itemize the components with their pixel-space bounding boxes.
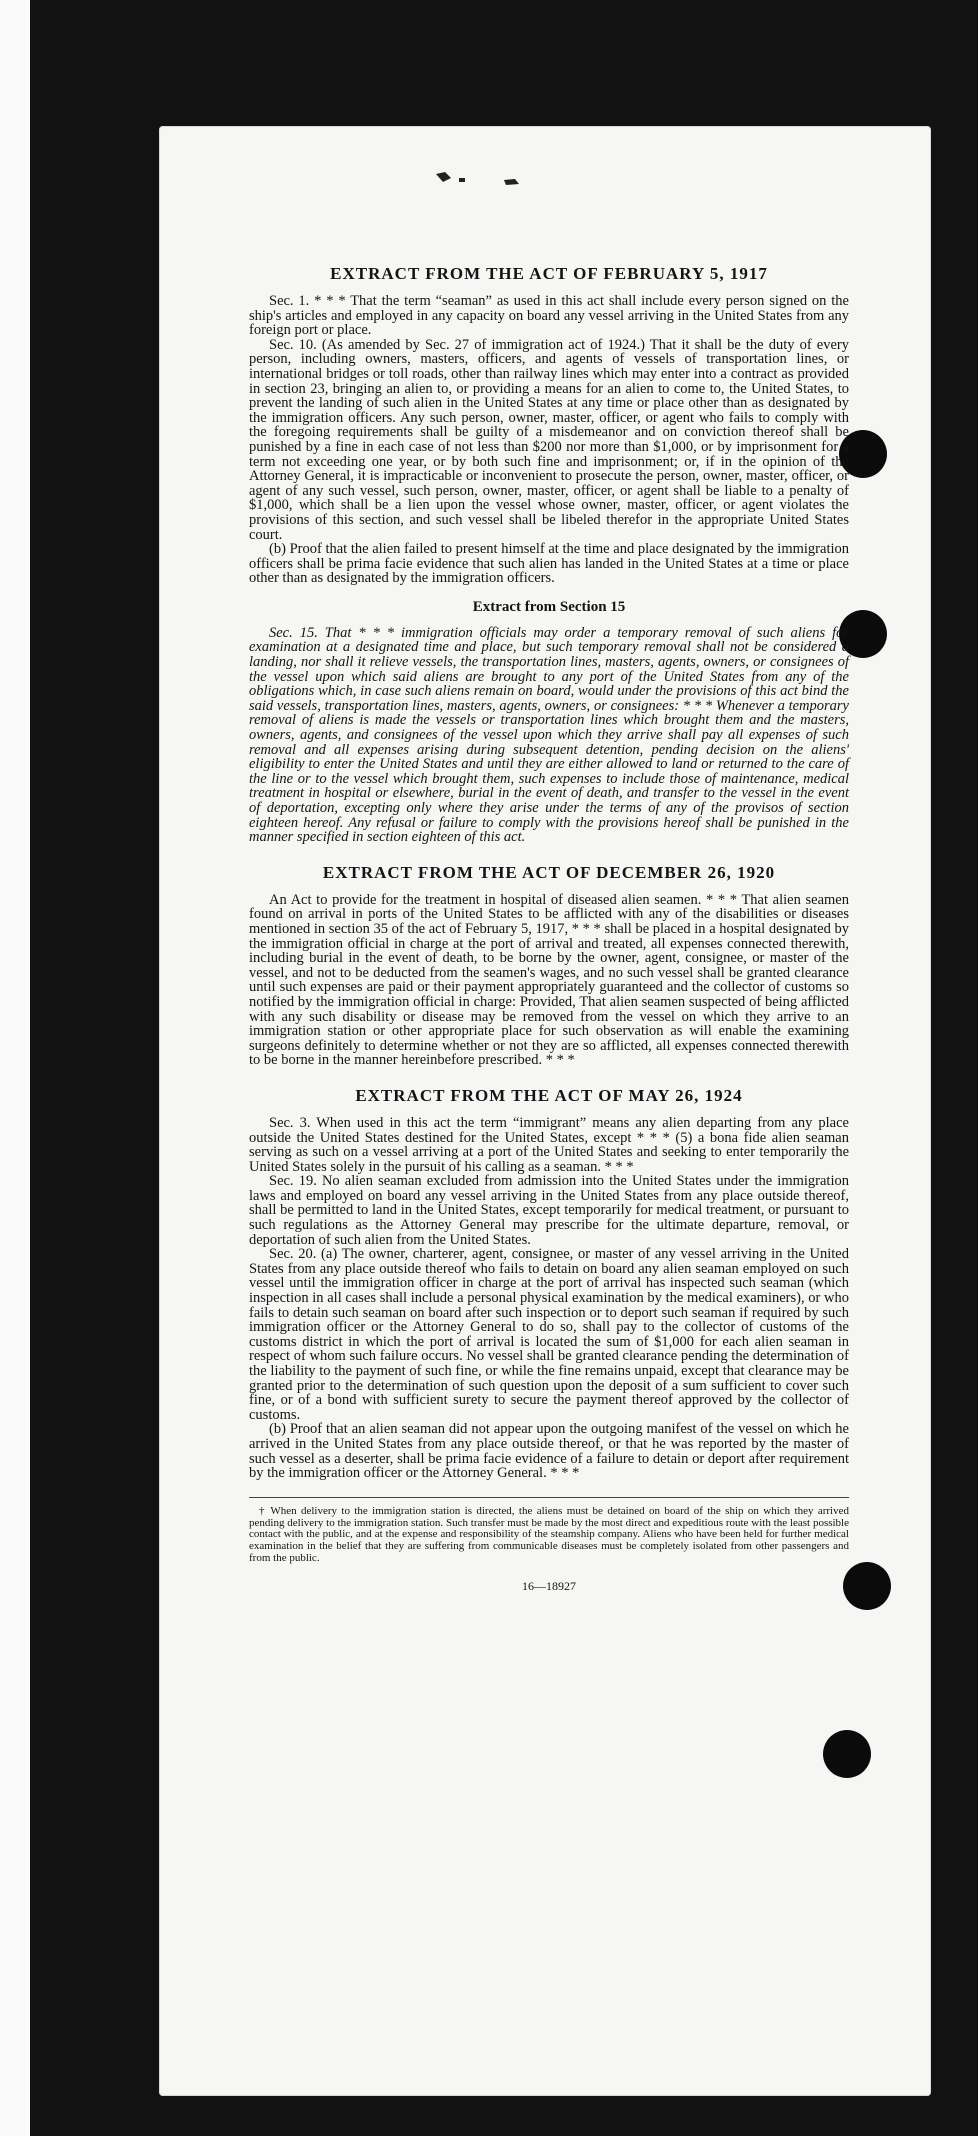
text-column: [249, 264, 849, 1594]
paragraph-sec-15: Sec. 15. That * * * immigration officials may order a temporary removal of such aliens for examination at a designated time and place, but such temporary removal shall not be considered a landing, nor shall it relieve vessels, the transportation lines, masters, agents, owners, or consignees of the vessel upon which said aliens are brought to any port of the United States from any of the obligations which, in case such aliens remain on board, would under the provisions of this act bind the said vessels, transportation lines, masters, agents, owners, or consignees: * * * Whenever a temporary removal of aliens is made the vessels or transportation lines which brought them and the masters, owners, agents, and consignees of the vessel upon which they arrive shall pay all expenses of such removal and all expenses arising during subsequent detention, pending decision on the aliens' eligibility to enter the United States and until they are either allowed to land or returned to the care of the line or to the vessel which brought them, such expenses to include those of maintenance, medical treatment in hospital or elsewhere, burial in the event of death, and transfer to the vessel in the event of deportation, excepting only where they arise under the terms of any of the provisos of section eighteen hereof. Any refusal or failure to comply with the provisions hereof shall be punished in the manner specified in section eighteen of this act.: [249, 624, 849, 846]
paragraph-sec-19: Sec. 19. No alien seaman excluded from admission into the United States under the immigration laws and employed on board any vessel arriving in the United States from any place outside thereof, shall be permitted to land in the United States, except temporarily for medical treatment, or pursuant to such regulations as the Attorney General may prescribe for the ultimate departure, removal, or deportation of such alien from the United States.: [249, 1173, 849, 1248]
paragraph-act-1920: An Act to provide for the treatment in hospital of diseased alien seamen. * * * That alien seamen found on arrival in ports of the United States to be afflicted with any of the disabilities or diseases mentioned in section 35 of the act of February 5, 1917, * * * shall be placed in a hospital designated by the immigration official in charge at the port of arrival and treated, all expenses connected therewith, including burial in the event of death, to be borne by the owner, agent, consignee, or master of the vessel, and not to be deducted from the seamen's wages, and no such vessel shall be granted clearance until such expenses are paid or their payment appropriately guaranteed and the collector of customs so notified by the immigration official in charge: Provided, That alien seamen suspected of being afflicted with any such disability or disease may be removed from the vessel on which they arrive to an immigration station or other appropriate place for such observation as will enable the examining surgeons definitely to determine whether or not they are so afflicted, all expenses connected therewith to be borne in the manner hereinbefore prescribed. * * *: [249, 891, 849, 1069]
heading-act-1924: EXTRACT FROM THE ACT OF MAY 26, 1924: [355, 1085, 743, 1105]
punch-hole-lower: [843, 1562, 891, 1610]
paragraph-sec-10-b: (b) Proof that the alien failed to present himself at the time and place designated by the immigration officers shall be prima facie evidence that such alien has landed in the United States at a time or place other than as designated by the immigration officers.: [249, 541, 849, 587]
footnote-rule: [249, 1497, 849, 1498]
punch-hole-bottom: [823, 1730, 871, 1778]
paragraph-sec-1: Sec. 1. * * * That the term “seaman” as used in this act shall include every person signed on the ship's articles and employed in any capacity on board any vessel arriving in the United States from any foreign port or place.: [249, 293, 849, 339]
heading-act-1920: EXTRACT FROM THE ACT OF DECEMBER 26, 1920: [322, 862, 776, 882]
scanner-edge: [0, 0, 30, 2136]
paragraph-sec-20-a: Sec. 20. (a) The owner, charterer, agent, consignee, or master of any vessel arriving in the United States from any place outside thereof who fails to detain on board any alien seaman employed on such vessel until the immigration officer in charge at the port of arrival has inspected such seaman (which inspection in all cases shall include a personal physical examination by the medical examiners), or who fails to detain such seaman on board after such inspection or to deport such seaman if required by such immigration officer or the Attorney General to do so, shall pay to the collector of customs of the customs district in which the port of arrival is located the sum of $1,000 for each alien seaman in respect of whom such failure occurs. No vessel shall be granted clearance pending the determination of the liability to the payment of such fine, or while the fine remains unpaid, except that clearance may be granted prior to the determination of such question upon the deposit of a sum sufficient to cover such fine, or of a bond with sufficient surety to secure the payment thereof approved by the collector of customs.: [249, 1246, 849, 1423]
footnote: † When delivery to the immigration station is directed, the aliens must be detained on board of the ship on which they arrived pending delivery to the immigration station. Such transfer must be made by the most direct and expeditious route with the least possible contact with the public, and at the expense and responsibility of the steamship company. Aliens who have been held for further medical examination in the belief that they are suffering from communicable diseases must be completely isolated from other passengers and from the public.: [249, 1504, 849, 1564]
page-number: 16—18927: [522, 1578, 576, 1593]
document-page: [159, 126, 931, 2096]
paragraph-sec-3: Sec. 3. When used in this act the term “immigrant” means any alien departing from any place outside the United States destined for the United States, except * * * (5) a bona fide alien seaman serving as such on a vessel arriving at a port of the United States and seeking to enter temporarily the United States solely in the pursuit of his calling as a seaman. * * *: [249, 1114, 849, 1175]
paragraph-sec-10: Sec. 10. (As amended by Sec. 27 of immigration act of 1924.) That it shall be the duty of every person, including owners, masters, officers, and agents of vessels of transportation lines, or international bridges or toll roads, other than railway lines which may enter into a contract as provided in section 23, bringing an alien to, or providing a means for an alien to come to, the United States, to prevent the landing of such alien in the United States at any time or place other than as designated by the immigration officers. Any such person, owner, master, officer, or agent who fails to comply with the foregoing requirements shall be guilty of a misdemeanor and on conviction thereof shall be punished by a fine in each case of not less than $200 nor more than $1,000, or by imprisonment for a term not exceeding one year, or by both such fine and imprisonment; or, if in the opinion of the Attorney General, it is impracticable or inconvenient to prosecute the person, owner, master, officer, or agent of any such vessel, such person, owner, master, officer, or agent shall be liable to a penalty of $1,000, which shall be a lien upon the vessel whose owner, master, officer, or agent violates the provisions of this section, and such vessel shall be libeled therefor in the appropriate United States court.: [249, 336, 849, 543]
paragraph-sec-20-b: (b) Proof that an alien seaman did not appear upon the outgoing manifest of the vessel on which he arrived in the United States from any place outside thereof, or that he was reported by the master of such vessel as a deserter, shall be prima facie evidence of a failure to detain or deport after requirement by the immigration officer or the Attorney General. * * *: [249, 1421, 849, 1482]
heading-act-1917: EXTRACT FROM THE ACT OF FEBRUARY 5, 1917: [330, 264, 768, 283]
heading-section-15: Extract from Section 15: [472, 598, 626, 615]
